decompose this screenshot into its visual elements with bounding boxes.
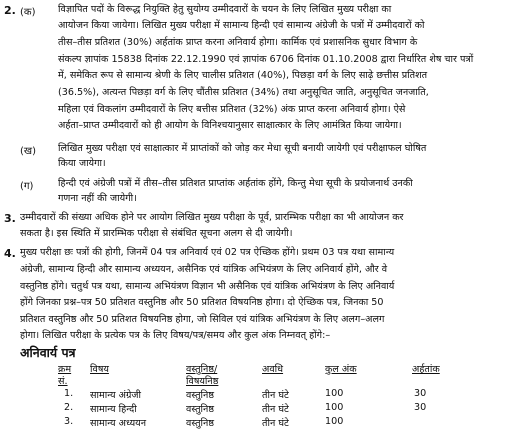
text-line: सकता है। इस स्थिति में प्रारम्भिक परीक्षा से संबंधित सूचना अलग से दी जायेगी। — [20, 228, 293, 239]
cell-subject: सामान्य अंग्रेजी — [90, 390, 141, 401]
text-line: संकल्प ज्ञापांक 15838 दिनांक 22.12.1990 एवं ज्ञापांक 6706 दिनांक 01.10.2008 द्वारा निर्धारित शेष चार पत्रों — [58, 54, 474, 65]
cell-type: वस्तुनिष्ठ — [186, 418, 214, 429]
item-2-sub-ga-label: (ग) — [20, 181, 34, 192]
cell-qualifying: 30 — [414, 388, 427, 399]
header-type-2: विषयनिष्ठ — [186, 376, 219, 387]
cell-serial: 2. — [64, 402, 74, 413]
text-line: अंग्रेजी, सामान्य हिन्दी और सामान्य अध्ययन, असैनिक एवं यांत्रिक अभियंत्रण के लिए अनिवार्य होंगे, और वे — [20, 264, 388, 275]
cell-duration: तीन घंटे — [262, 390, 289, 401]
text-line: विज्ञापित पदों के विरूद्ध नियुक्ति हेतु सुयोग्य उम्मीदवारों के चयन के लिए लिखित मुख्य परीक्षा का — [58, 4, 392, 15]
cell-serial: 3. — [64, 416, 74, 427]
text-line: होंगे जिनका प्रश्न–पत्र 50 प्रतिशत वस्तुनिष्ठ और 50 प्रतिशत विषयनिष्ठ होगा। दो ऐच्छिक पत्र, जिनका 50 — [20, 297, 384, 308]
cell-type: वस्तुनिष्ठ — [186, 390, 214, 401]
text-line: हिन्दी एवं अंग्रेजी पत्रों में तीस–तीस प्रतिशत प्राप्तांक अर्हतांक होंगे, किन्तु मेधा सूची के प्रयोजनार्थ उनकी — [58, 178, 413, 189]
text-line: (36.5%), अत्यन्त पिछड़ा वर्ग के लिए चौंतीस प्रतिशत (34%) तथा अनुसूचित जाति, अनुसूचित जनजाति, — [58, 87, 429, 98]
item-2-number: 2. — [4, 4, 16, 17]
text-line: महिला एवं विकलांग उम्मीदवारों के लिए बत्तीस प्रतिशत (32%) अंक प्राप्त करना अनिवार्य होगा। ऐसे — [58, 104, 406, 115]
item-2-sub-kha-label: (ख) — [20, 146, 36, 157]
text-line: गणना नहीं की जायेगी। — [58, 193, 137, 204]
section-heading: अनिवार्य पत्र — [20, 345, 76, 360]
item-3-number: 3. — [4, 212, 16, 225]
text-line: वस्तुनिष्ठ होंगे। चतुर्थ पत्र यथा, सामान्य अभियंत्रण विज्ञान भी असैनिक एवं यांत्रिक अभियंत्रण के लिए अनिवार्य — [20, 281, 395, 292]
header-subject: विषय — [90, 364, 109, 375]
text-line: लिखित मुख्य परीक्षा एवं साक्षात्कार में प्राप्तांकों को जोड़ कर मेधा सूची बनायी जायेगी एवं परीक्षाफल घोषित — [58, 143, 427, 154]
header-serial-2: सं. — [58, 376, 68, 387]
cell-subject: सामान्य हिन्दी — [90, 404, 137, 415]
text-line: आयोजन किया जायेगा। लिखित मुख्य परीक्षा में सामान्य हिन्दी एवं सामान्य अंग्रेजी के पत्रों में उम्मीदवारों को — [58, 20, 425, 31]
text-line: होगा। लिखित परीक्षा के प्रत्येक पत्र के लिए विषय/पत्र/समय और कुल अंक निम्नवत् होंगे:– — [20, 330, 331, 341]
cell-total: 100 — [325, 402, 344, 413]
header-duration: अवधि — [262, 364, 284, 375]
text-line: उम्मीदवारों की संख्या अधिक होने पर आयोग लिखित मुख्य परीक्षा के पूर्व, प्रारम्भिक परीक्षा का भी आयोजन कर — [20, 212, 404, 223]
item-2-sub-ka-label: (क) — [20, 7, 36, 18]
header-type: वस्तुनिष्ठ/ — [186, 364, 218, 375]
text-line: प्रतिशत वस्तुनिष्ठ और 50 प्रतिशत विषयनिष्ठ होगा, जो सिविल एवं यांत्रिक अभियंत्रण के लिए अलग–अलग — [20, 314, 385, 325]
cell-serial: 1. — [64, 388, 74, 399]
text-line: किया जायेगा। — [58, 158, 106, 169]
text-line: अर्हता–प्राप्त उम्मीदवारों को ही आयोग के विनिश्चयानुसार साक्षात्कार के लिए आमंत्रित किया जायेगा। — [58, 120, 402, 131]
header-total: कुल अंक — [325, 364, 357, 375]
cell-subject: सामान्य अध्ययन — [90, 418, 147, 429]
text-line: तीस–तीस प्रतिशत (30%) अर्हतांक प्राप्त करना अनिवार्य होगा। कार्मिक एवं प्रशासनिक सुधार विभाग के — [58, 37, 418, 48]
cell-total: 100 — [325, 388, 344, 399]
text-line: मुख्य परीक्षा छः पत्रों की होगी, जिनमें 04 पत्र अनिवार्य एवं 02 पत्र ऐच्छिक होंगे। प्रथम 03 पत्र यथा सामान्य — [20, 247, 395, 258]
header-serial: क्रम — [58, 364, 72, 375]
header-qualifying: अर्हतांक — [412, 364, 440, 375]
text-line: में, समेकित रूप से सामान्य श्रेणी के लिए चालीस प्रतिशत (40%), पिछड़ा वर्ग के लिए साढ़े छत्तीस प्रतिशत — [58, 70, 428, 81]
cell-duration: तीन घंटे — [262, 404, 289, 415]
cell-type: वस्तुनिष्ठ — [186, 404, 214, 415]
item-4-number: 4. — [4, 247, 16, 260]
cell-qualifying: 30 — [414, 402, 427, 413]
cell-total: 100 — [325, 416, 344, 427]
cell-duration: तीन घंटे — [262, 418, 289, 429]
